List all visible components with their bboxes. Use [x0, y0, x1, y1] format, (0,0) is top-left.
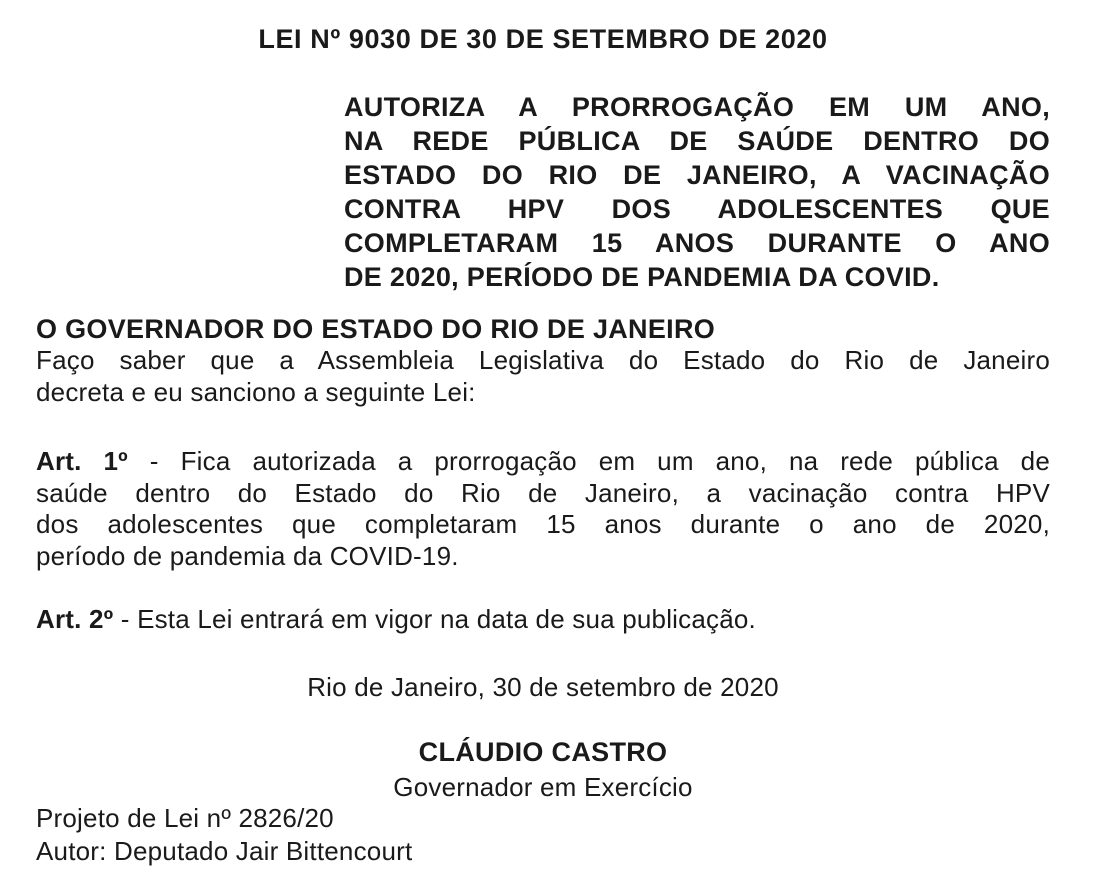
signer-role: Governador em Exercício — [393, 772, 693, 802]
article-1-label: Art. 1º — [36, 446, 128, 476]
ementa-line: COMPLETARAM 15 ANOS DURANTE O ANO — [344, 228, 1050, 258]
article-2-text: - Esta Lei entrará em vigor na data de sua publicação. — [113, 604, 756, 634]
article-1-line: período de pandemia da COVID-19. — [36, 540, 459, 571]
bill-number: Projeto de Lei nº 2826/20 — [36, 803, 334, 833]
article-2-label: Art. 2º — [36, 604, 114, 634]
article-1-text: - Fica autorizada a prorrogação em um ano, na rede pública de — [127, 446, 1051, 476]
article-1-line — [36, 446, 1050, 478]
bill-author: Autor: Deputado Jair Bittencourt — [36, 836, 413, 866]
preamble-line: decreta e eu sanciono a seguinte Lei: — [36, 376, 476, 407]
article-1-line: saúde dentro do Estado do Rio de Janeiro, a vacinação contra HPV — [36, 477, 1050, 508]
law-title: LEI Nº 9030 DE 30 DE SETEMBRO DE 2020 — [258, 24, 828, 54]
article-2-line — [36, 604, 1050, 636]
governor-header: O GOVERNADOR DO ESTADO DO RIO DE JANEIRO — [36, 314, 716, 344]
article-1-line: dos adolescentes que completaram 15 anos durante o ano de 2020, — [36, 509, 1050, 539]
law-document — [36, 0, 1050, 885]
article-2 — [36, 604, 1050, 636]
ementa-line: CONTRA HPV DOS ADOLESCENTES QUE — [344, 194, 1050, 224]
article-1 — [36, 446, 1050, 572]
place-date: Rio de Janeiro, 30 de setembro de 2020 — [307, 672, 779, 702]
preamble — [36, 345, 1050, 408]
preamble-line: Faço saber que a Assembleia Legislativa do Estado do Rio de Janeiro — [36, 345, 1050, 375]
ementa-line: ESTADO DO RIO DE JANEIRO, A VACINAÇÃO — [344, 160, 1050, 190]
law-ementa — [344, 90, 1050, 294]
ementa-line: NA REDE PÚBLICA DE SAÚDE DENTRO DO — [344, 126, 1050, 156]
ementa-line: AUTORIZA A PRORROGAÇÃO EM UM ANO, — [344, 92, 1050, 122]
signer-name: CLÁUDIO CASTRO — [418, 737, 668, 767]
ementa-line: DE 2020, PERÍODO DE PANDEMIA DA COVID. — [344, 262, 940, 292]
